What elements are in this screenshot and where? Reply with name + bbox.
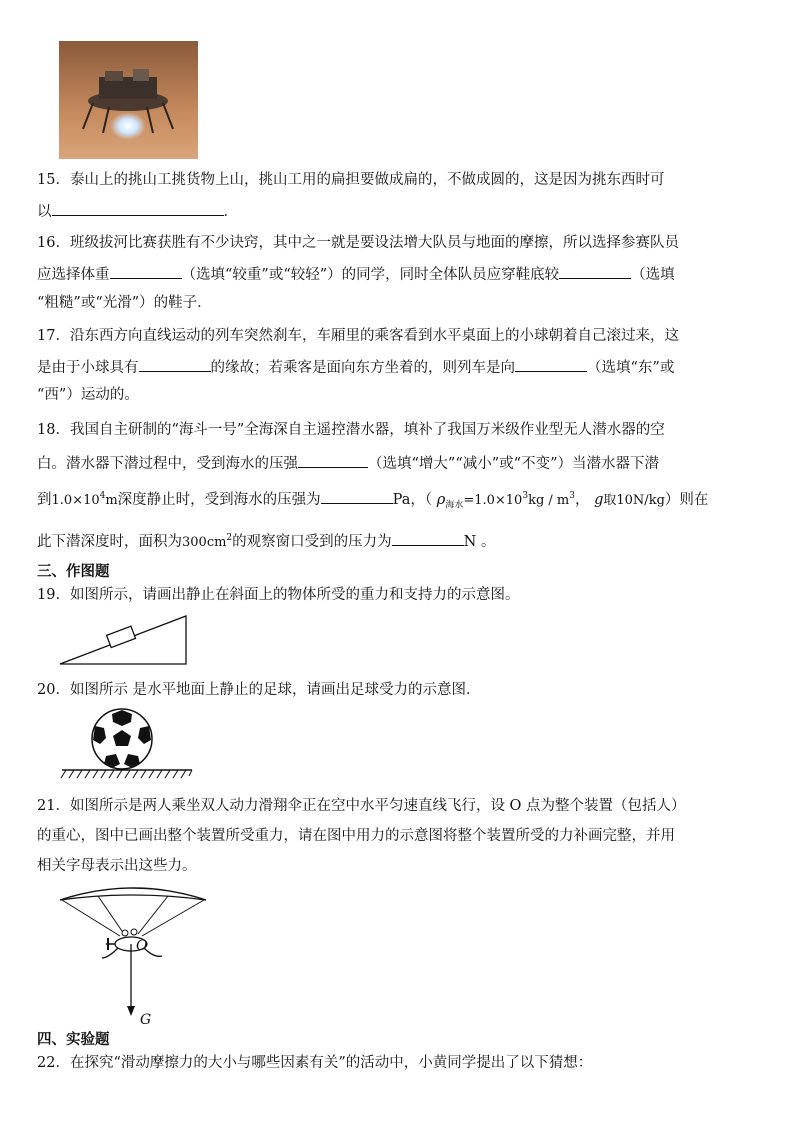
q18-blank-pressure[interactable] bbox=[321, 488, 393, 504]
paraglider-figure bbox=[58, 882, 208, 1028]
q17-line3: “西”）运动的。 bbox=[37, 387, 139, 403]
q16-blank-weight[interactable] bbox=[110, 263, 182, 279]
q17-blank-property[interactable] bbox=[139, 356, 211, 372]
mars-lander-photo bbox=[59, 41, 198, 159]
section-heading-drawing: 三、作图题 bbox=[37, 564, 110, 580]
q20-text: 20．如图所示 是水平地面上静止的足球，请画出足球受力的示意图． bbox=[37, 682, 481, 698]
q21-line2: 的重心，图中已画出整个装置所受重力，请在图中用力的示意图将整个装置所受的力补画完整，并用 bbox=[37, 828, 675, 844]
q22-text: 22．在探究“滑动摩擦力的大小与哪些因素有关”的活动中，小黄同学提出了以下猜想： bbox=[37, 1055, 593, 1071]
incline-figure bbox=[58, 612, 190, 668]
label-center-of-gravity: O bbox=[136, 938, 148, 954]
section-heading-experiment: 四、实验题 bbox=[37, 1032, 110, 1048]
q18-blank-force[interactable] bbox=[392, 530, 464, 546]
q17-line2: 是由于小球具有 的缘故；若乘客是面向东方坐着的，则列车是向 （选填“东”或 bbox=[37, 356, 674, 378]
q21-line3: 相关字母表示出这些力。 bbox=[37, 858, 197, 874]
soccer-ball-figure bbox=[60, 708, 194, 780]
q18-line3: 到$1.0\times 10^4m$深度静止时，受到海水的压强为 Pa，（ $\rho_{海水}=1.0\times 10^3kg / m^3$， g取10N/kg）则在 bbox=[37, 486, 708, 516]
q17-line1: 17．沿东西方向直线运动的列车突然刹车，车厢里的乘客看到水平桌面上的小球朝着自己滚过来，这 bbox=[37, 328, 679, 344]
q18-line4: 此下潜深度时，面积为$300cm^2$的观察窗口受到的压力为 N 。 bbox=[37, 528, 495, 553]
q18-line1: 18．我国自主研制的“海斗一号”全海深自主遥控潜水器，填补了我国万米级作业型无人潜水器的空 bbox=[37, 422, 665, 438]
q18-line2: 白。潜水器下潜过程中，受到海水的压强 （选填“增大”“减小”或“不变”）当潜水器下潜 bbox=[37, 452, 659, 474]
q16-line3: “粗糙”或“光滑”）的鞋子． bbox=[37, 295, 212, 311]
q16-line2: 应选择体重 （选填“较重”或“较轻”）的同学，同时全体队员应穿鞋底较 （选填 bbox=[37, 263, 675, 285]
q15-answer-blank[interactable] bbox=[52, 200, 224, 216]
q15-line2: 以 ． bbox=[37, 200, 238, 222]
q18-blank-pressure-change[interactable] bbox=[298, 452, 368, 468]
q15-line1: 15．泰山上的挑山工挑货物上山，挑山工用的扁担要做成扁的，不做成圆的，这是因为挑东西时可 bbox=[37, 172, 665, 188]
q16-blank-sole[interactable] bbox=[559, 263, 631, 279]
q21-line1: 21．如图所示是两人乘坐双人动力滑翔伞正在空中水平匀速直线飞行，设 O 点为整个装置（包括人） bbox=[37, 798, 686, 814]
q19-text: 19．如图所示，请画出静止在斜面上的物体所受的重力和支持力的示意图。 bbox=[37, 587, 520, 603]
q17-blank-direction[interactable] bbox=[515, 356, 587, 372]
label-gravity-force: G bbox=[140, 1012, 152, 1028]
q16-line1: 16．班级拔河比赛获胜有不少诀窍，其中之一就是要设法增大队员与地面的摩擦，所以选择参赛队员 bbox=[37, 235, 679, 251]
